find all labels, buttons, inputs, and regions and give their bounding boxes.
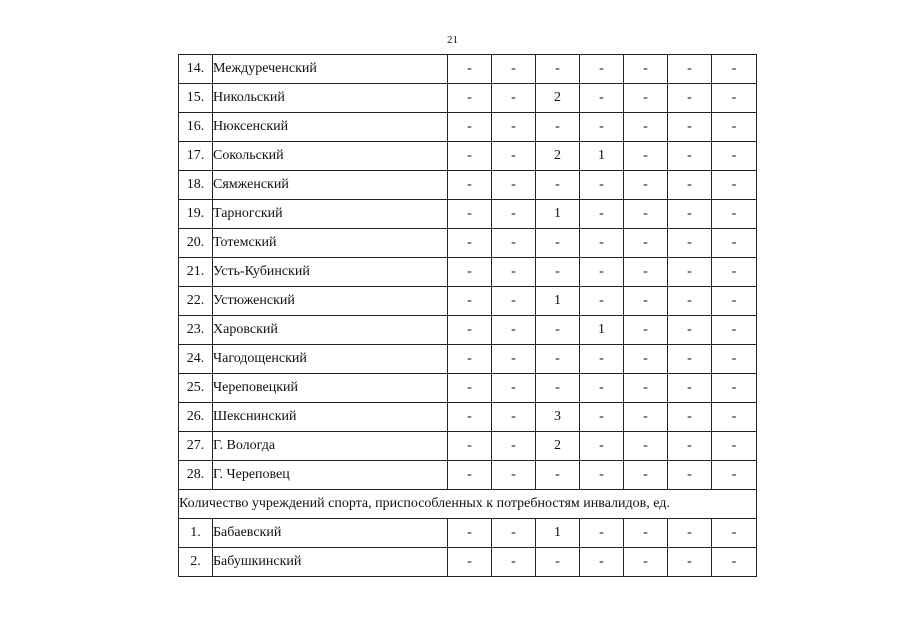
value-cell: - (624, 316, 668, 345)
value-cell: 2 (536, 84, 580, 113)
value-cell: - (624, 548, 668, 577)
value-cell: 1 (580, 316, 624, 345)
district-name: Г. Череповец (213, 461, 448, 490)
value-cell: - (448, 548, 492, 577)
value-cell: - (448, 113, 492, 142)
value-cell: - (536, 316, 580, 345)
district-name: Никольский (213, 84, 448, 113)
value-cell: 1 (536, 287, 580, 316)
value-cell: 3 (536, 403, 580, 432)
value-cell: 2 (536, 432, 580, 461)
table-body (179, 55, 757, 577)
value-cell: - (668, 142, 712, 171)
table-row (179, 432, 757, 461)
section-heading-row (179, 490, 757, 519)
row-number: 20. (179, 229, 213, 258)
value-cell: - (712, 55, 757, 84)
value-cell: - (668, 316, 712, 345)
value-cell: - (580, 113, 624, 142)
value-cell: - (624, 84, 668, 113)
row-number: 15. (179, 84, 213, 113)
value-cell: - (668, 403, 712, 432)
value-cell: 2 (536, 142, 580, 171)
value-cell: - (580, 403, 624, 432)
value-cell: - (536, 374, 580, 403)
table-row (179, 519, 757, 548)
value-cell: - (668, 229, 712, 258)
value-cell: - (624, 403, 668, 432)
row-number: 19. (179, 200, 213, 229)
value-cell: - (624, 113, 668, 142)
page-number: 21 (447, 34, 458, 46)
value-cell: - (624, 461, 668, 490)
row-number: 14. (179, 55, 213, 84)
value-cell: - (712, 548, 757, 577)
value-cell: - (624, 519, 668, 548)
value-cell: - (668, 171, 712, 200)
row-number: 26. (179, 403, 213, 432)
row-number: 1. (179, 519, 213, 548)
value-cell: 1 (536, 519, 580, 548)
value-cell: - (712, 142, 757, 171)
row-number: 2. (179, 548, 213, 577)
value-cell: - (536, 113, 580, 142)
value-cell: - (492, 84, 536, 113)
row-number: 18. (179, 171, 213, 200)
value-cell: - (448, 258, 492, 287)
row-number: 24. (179, 345, 213, 374)
value-cell: - (492, 432, 536, 461)
value-cell: - (448, 519, 492, 548)
table-row (179, 142, 757, 171)
value-cell: - (580, 55, 624, 84)
value-cell: - (492, 403, 536, 432)
value-cell: - (492, 345, 536, 374)
table-row (179, 548, 757, 577)
value-cell: - (668, 374, 712, 403)
value-cell: - (668, 113, 712, 142)
value-cell: - (492, 171, 536, 200)
value-cell: - (712, 403, 757, 432)
value-cell: - (492, 548, 536, 577)
value-cell: - (492, 142, 536, 171)
value-cell: - (624, 171, 668, 200)
district-name: Сокольский (213, 142, 448, 171)
value-cell: - (624, 374, 668, 403)
value-cell: - (448, 200, 492, 229)
value-cell: - (668, 461, 712, 490)
table-row (179, 229, 757, 258)
table-row (179, 200, 757, 229)
value-cell: 1 (580, 142, 624, 171)
value-cell: - (580, 171, 624, 200)
value-cell: - (580, 432, 624, 461)
value-cell: - (448, 142, 492, 171)
value-cell: - (492, 374, 536, 403)
value-cell: - (448, 403, 492, 432)
value-cell: - (448, 287, 492, 316)
table-row (179, 171, 757, 200)
value-cell: - (536, 461, 580, 490)
value-cell: - (624, 287, 668, 316)
value-cell: - (624, 55, 668, 84)
value-cell: - (580, 200, 624, 229)
value-cell: - (668, 258, 712, 287)
value-cell: - (668, 519, 712, 548)
row-number: 16. (179, 113, 213, 142)
value-cell: - (712, 432, 757, 461)
district-name: Бабушкинский (213, 548, 448, 577)
value-cell: - (580, 374, 624, 403)
district-name: Харовский (213, 316, 448, 345)
table-row (179, 374, 757, 403)
table-row (179, 345, 757, 374)
value-cell: - (624, 258, 668, 287)
value-cell: - (624, 345, 668, 374)
value-cell: - (712, 519, 757, 548)
value-cell: - (492, 55, 536, 84)
district-name: Междуреченский (213, 55, 448, 84)
district-name: Череповецкий (213, 374, 448, 403)
row-number: 27. (179, 432, 213, 461)
value-cell: - (624, 142, 668, 171)
value-cell: - (492, 287, 536, 316)
value-cell: - (712, 84, 757, 113)
value-cell: - (712, 229, 757, 258)
value-cell: - (580, 519, 624, 548)
value-cell: - (536, 171, 580, 200)
row-number: 22. (179, 287, 213, 316)
district-name: Чагодощенский (213, 345, 448, 374)
value-cell: - (668, 200, 712, 229)
row-number: 17. (179, 142, 213, 171)
value-cell: - (624, 432, 668, 461)
row-number: 28. (179, 461, 213, 490)
statistics-table (178, 54, 757, 577)
value-cell: - (712, 113, 757, 142)
table-row (179, 84, 757, 113)
value-cell: - (448, 171, 492, 200)
row-number: 23. (179, 316, 213, 345)
table-row (179, 461, 757, 490)
value-cell: - (668, 84, 712, 113)
value-cell: - (492, 258, 536, 287)
district-name: Бабаевский (213, 519, 448, 548)
district-name: Тотемский (213, 229, 448, 258)
district-name: Г. Вологда (213, 432, 448, 461)
value-cell: - (580, 287, 624, 316)
value-cell: - (536, 548, 580, 577)
value-cell: - (712, 258, 757, 287)
value-cell: - (712, 345, 757, 374)
table-row (179, 113, 757, 142)
value-cell: - (536, 258, 580, 287)
value-cell: - (712, 287, 757, 316)
value-cell: - (492, 200, 536, 229)
district-name: Тарногский (213, 200, 448, 229)
value-cell: - (492, 113, 536, 142)
district-name: Устюженский (213, 287, 448, 316)
value-cell: - (448, 345, 492, 374)
value-cell: - (712, 171, 757, 200)
row-number: 25. (179, 374, 213, 403)
value-cell: - (448, 84, 492, 113)
value-cell: 1 (536, 200, 580, 229)
value-cell: - (668, 432, 712, 461)
district-name: Шекснинский (213, 403, 448, 432)
district-name: Нюксенский (213, 113, 448, 142)
value-cell: - (580, 258, 624, 287)
value-cell: - (536, 229, 580, 258)
value-cell: - (668, 345, 712, 374)
value-cell: - (492, 229, 536, 258)
value-cell: - (712, 316, 757, 345)
value-cell: - (668, 55, 712, 84)
value-cell: - (580, 345, 624, 374)
table-row (179, 403, 757, 432)
section-heading: Количество учреждений спорта, приспособленных к потребностям инвалидов, ед. (179, 490, 757, 519)
value-cell: - (624, 200, 668, 229)
value-cell: - (580, 229, 624, 258)
value-cell: - (492, 316, 536, 345)
value-cell: - (448, 374, 492, 403)
value-cell: - (536, 345, 580, 374)
table-row (179, 316, 757, 345)
value-cell: - (580, 461, 624, 490)
value-cell: - (668, 287, 712, 316)
district-name: Сямженский (213, 171, 448, 200)
value-cell: - (712, 461, 757, 490)
value-cell: - (624, 229, 668, 258)
value-cell: - (492, 519, 536, 548)
value-cell: - (448, 316, 492, 345)
value-cell: - (448, 229, 492, 258)
district-name: Усть-Кубинский (213, 258, 448, 287)
value-cell: - (580, 84, 624, 113)
table-row (179, 287, 757, 316)
table-row (179, 55, 757, 84)
value-cell: - (580, 548, 624, 577)
value-cell: - (492, 461, 536, 490)
value-cell: - (448, 55, 492, 84)
value-cell: - (668, 548, 712, 577)
table-row (179, 258, 757, 287)
value-cell: - (448, 432, 492, 461)
value-cell: - (448, 461, 492, 490)
row-number: 21. (179, 258, 213, 287)
value-cell: - (712, 200, 757, 229)
value-cell: - (712, 374, 757, 403)
value-cell: - (536, 55, 580, 84)
